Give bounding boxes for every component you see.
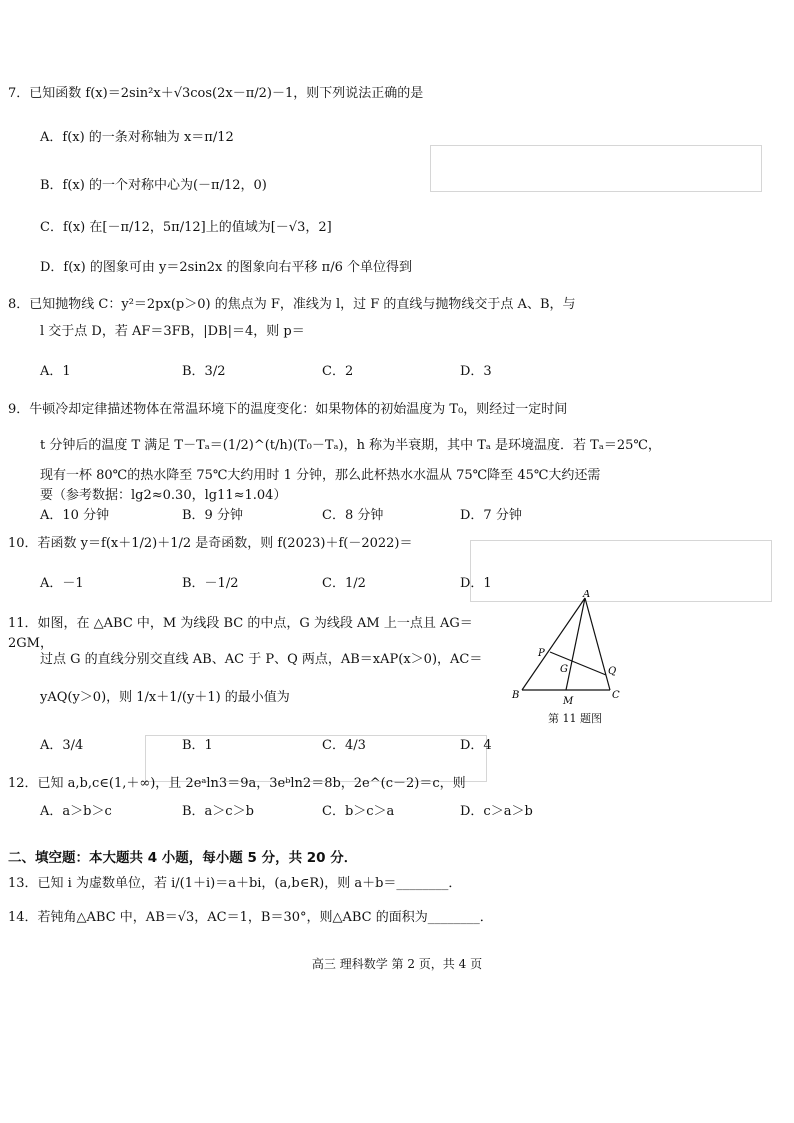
q9-option-d: D．7 分钟 xyxy=(460,508,522,523)
question-10: 10．若函数 y＝f(x＋1/2)＋1/2 是奇函数，则 f(2023)＋f(－2022)＝ xyxy=(8,536,413,551)
question-11-line1: 11．如图，在 △ABC 中，M 为线段 BC 的中点，G 为线段 AM 上一点且 AG＝2GM， xyxy=(8,616,473,651)
question-11-line3: yAQ(y＞0)，则 1/x＋1/(y＋1) 的最小值为 xyxy=(40,690,290,705)
label-g: G xyxy=(560,664,568,675)
q12-option-b: B．a＞c＞b xyxy=(182,804,254,819)
q7-option-d: D．f(x) 的图象可由 y＝2sin2x 的图象向右平移 π/6 个单位得到 xyxy=(40,260,412,275)
line-pq xyxy=(550,652,606,675)
label-q: Q xyxy=(608,666,617,677)
question-8-line1: 8．已知抛物线 C：y²＝2px(p＞0) 的焦点为 F，准线为 l，过 F 的直线与抛物线交于点 A、B，与 xyxy=(8,297,576,312)
q7-option-a: A．f(x) 的一条对称轴为 x＝π/12 xyxy=(40,130,234,145)
q11-option-d: D．4 xyxy=(460,738,492,753)
q11-option-a: A．3/4 xyxy=(40,738,84,753)
q11-option-b: B．1 xyxy=(182,738,213,753)
q8-option-d: D．3 xyxy=(460,364,492,379)
question-8-line2: l 交于点 D，若 AF＝3FB，|DB|＝4，则 p＝ xyxy=(40,324,305,339)
q8-option-b: B．3/2 xyxy=(182,364,226,379)
question-9-line3: 现有一杯 80℃的热水降至 75℃大约用时 1 分钟，那么此杯热水水温从 75℃降至 45℃大约还需 xyxy=(40,468,601,483)
q10-option-a: A．－1 xyxy=(40,576,84,591)
q12-option-a: A．a＞b＞c xyxy=(40,804,112,819)
question-9-line2: t 分钟后的温度 T 满足 T－Tₐ＝(1/2)^(t/h)(T₀－Tₐ)，h 称为半衰期，其中 Tₐ 是环境温度．若 Tₐ＝25℃， xyxy=(40,438,661,453)
q12-option-d: D．c＞a＞b xyxy=(460,804,533,819)
question-9-line4: 要（参考数据：lg2≈0.30，lg11≈1.04） xyxy=(40,488,287,503)
question-13: 13．已知 i 为虚数单位，若 i/(1＋i)＝a＋bi，(a,b∈R)，则 a＋b＝________． xyxy=(8,876,462,891)
q7-option-c: C．f(x) 在[－π/12，5π/12]上的值域为[－√3，2] xyxy=(40,220,332,235)
label-p: P xyxy=(538,648,545,659)
q9-option-c: C．8 分钟 xyxy=(322,508,384,523)
question-9-line1: 9．牛顿冷却定律描述物体在常温环境下的温度变化：如果物体的初始温度为 T₀，则经过一定时间 xyxy=(8,402,568,417)
q8-option-c: C．2 xyxy=(322,364,354,379)
label-c: C xyxy=(612,690,620,701)
label-b: B xyxy=(512,690,520,701)
q12-option-c: C．b＞c＞a xyxy=(322,804,395,819)
q7-option-b: B．f(x) 的一个对称中心为(－π/12，0) xyxy=(40,178,267,193)
figure-caption: 第 11 题图 xyxy=(548,712,602,725)
section-2-heading: 二、填空题：本大题共 4 小题，每小题 5 分，共 20 分． xyxy=(8,850,358,866)
label-m: M xyxy=(563,696,574,707)
question-12: 12．已知 a,b,c∈(1,＋∞)，且 2eᵃln3＝9a，3eᵇln2＝8b，2e^(c－2)＝c，则 xyxy=(8,776,466,791)
q10-option-d: D．1 xyxy=(460,576,492,591)
q9-option-b: B．9 分钟 xyxy=(182,508,243,523)
q9-option-a: A．10 分钟 xyxy=(40,508,110,523)
question-7: 7．已知函数 f(x)＝2sin²x＋√3cos(2x－π/2)－1，则下列说法正确的是 xyxy=(8,86,424,101)
triangle-figure xyxy=(510,590,630,720)
q10-option-b: B．－1/2 xyxy=(182,576,239,591)
bleed-through-table xyxy=(430,145,762,192)
question-11-line2: 过点 G 的直线分别交直线 AB、AC 于 P、Q 两点，AB＝xAP(x＞0)，AC＝ xyxy=(40,652,483,667)
page-footer: 高三 理科数学 第 2 页，共 4 页 xyxy=(311,957,483,971)
q10-option-c: C．1/2 xyxy=(322,576,366,591)
q11-option-c: C．4/3 xyxy=(322,738,366,753)
label-a: A xyxy=(583,590,591,600)
q8-option-a: A．1 xyxy=(40,364,71,379)
question-14: 14．若钝角△ABC 中，AB＝√3，AC＝1，B＝30°，则△ABC 的面积为________． xyxy=(8,910,493,925)
side-ac xyxy=(585,598,610,690)
